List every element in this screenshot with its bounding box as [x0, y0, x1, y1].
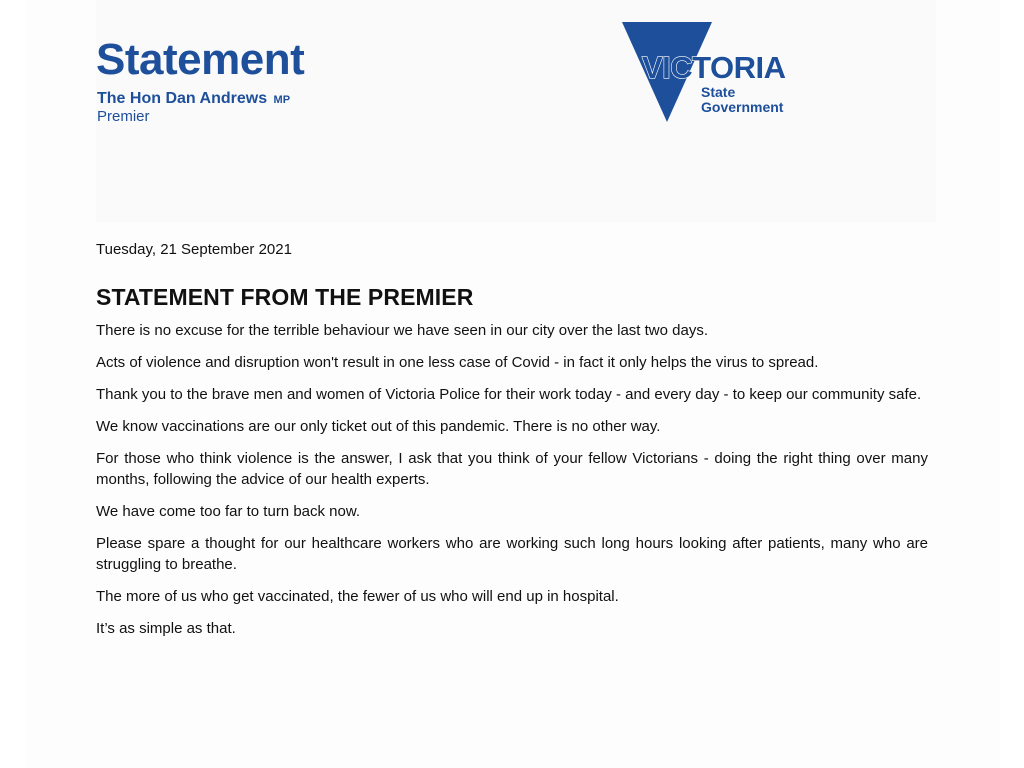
logo-line-state: State [701, 84, 736, 100]
minister-name-text: The Hon Dan Andrews [97, 90, 268, 107]
statement-body [96, 238, 928, 650]
minister-role: Premier [97, 108, 150, 125]
statement-heading: STATEMENT FROM THE PREMIER [96, 284, 474, 310]
minister-name [97, 89, 290, 110]
paragraph: For those who think violence is the answer, I ask that you think of your fellow Victorians - doing the right thing over many months, following the advice of our health experts. [96, 450, 928, 488]
paragraph: Thank you to the brave men and women of Victoria Police for their work today - and every day - to keep our community safe. [96, 386, 922, 403]
paragraph: We have come too far to turn back now. [96, 503, 361, 520]
paragraph: We know vaccinations are our only ticket out of this pandemic. There is no other way. [96, 418, 661, 435]
statement-date: Tuesday, 21 September 2021 [96, 241, 292, 258]
paragraph: Please spare a thought for our healthcare workers who are working such long hours looking after patients, many who are struggling to breathe. [96, 535, 928, 573]
paragraph: Acts of violence and disruption won't result in one less case of Covid - in fact it only helps the virus to spread. [96, 354, 819, 371]
victoria-government-logo [620, 22, 805, 124]
paragraph: There is no excuse for the terrible behaviour we have seen in our city over the last two days. [96, 322, 708, 339]
paragraph: The more of us who get vaccinated, the fewer of us who will end up in hospital. [96, 588, 619, 605]
statement-title: Statement [96, 35, 305, 84]
paragraph: It’s as simple as that. [96, 620, 236, 637]
minister-suffix: MP [273, 94, 291, 106]
logo-wordmark: VICTORIA [642, 50, 786, 85]
logo-line-government: Government [701, 99, 784, 115]
